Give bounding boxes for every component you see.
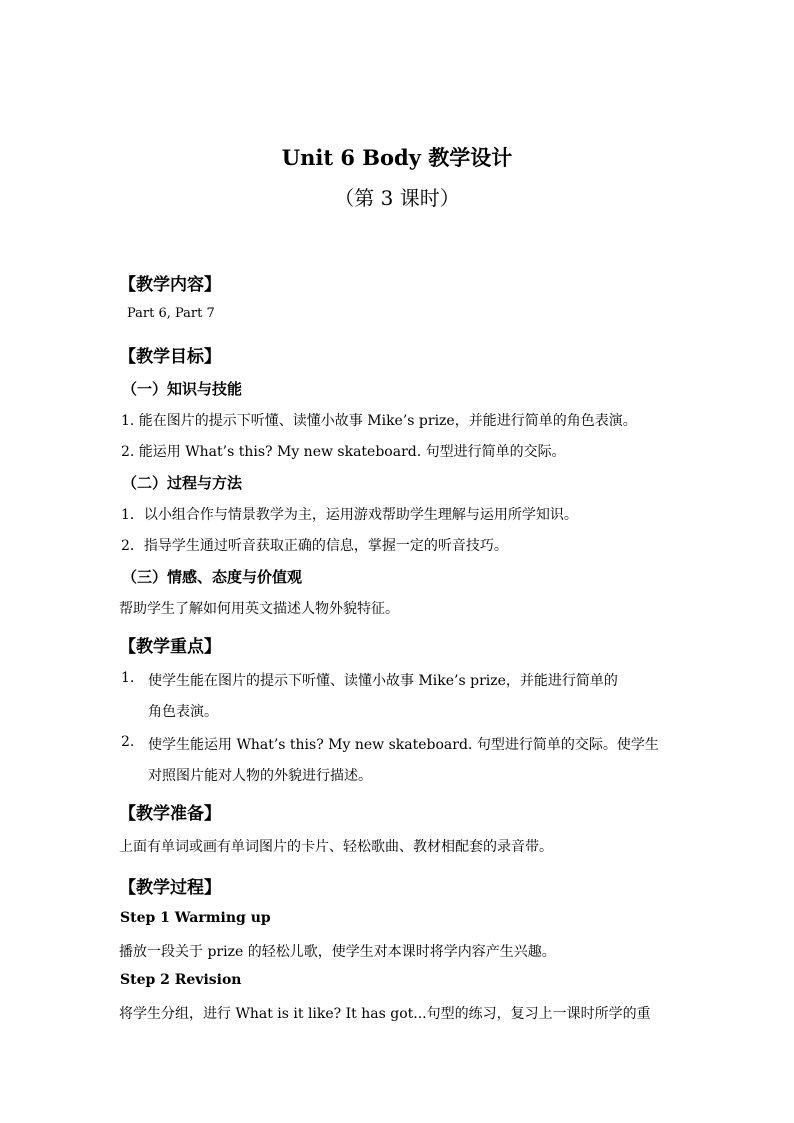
knowledge-item-2: 2. 能运用 What’s this? My new skateboard. 句型进行简单的交际。 [121,444,566,460]
keypoint-1-number: 1. [121,670,135,686]
heading-teaching-content: 【教学内容】 [119,275,221,295]
knowledge-item-1: 1. 能在图片的提示下听懂、读懂小故事 Mike’s prize，并能进行简单的角色表演。 [121,413,637,429]
subheading-process-methods: （二）过程与方法 [122,474,243,492]
keypoint-2-number: 2. [121,734,135,750]
subheading-emotion-values: （三）情感、态度与价值观 [122,568,303,586]
heading-key-points: 【教学重点】 [119,637,221,657]
page-subtitle: （第 3 课时） [334,186,460,210]
step-1-title: Step 1 Warming up [120,910,271,926]
keypoint-1-line-1: 使学生能在图片的提示下听懂、读懂小故事 Mike’s prize，并能进行简单的 [148,673,618,689]
keypoint-2-line-2: 对照图片能对人物的外貌进行描述。 [148,768,372,784]
process-item-1: 1．以小组合作与情景教学为主，运用游戏帮助学生理解与运用所学知识。 [121,507,578,523]
keypoint-2-line-1: 使学生能运用 What’s this? My new skateboard. 句型进行简单的交际。使学生 [148,737,659,753]
heading-preparation: 【教学准备】 [119,804,221,824]
teaching-content-text: Part 6, Part 7 [127,306,215,321]
step-2-title: Step 2 Revision [120,972,242,988]
heading-teaching-objectives: 【教学目标】 [119,347,221,367]
heading-teaching-process: 【教学过程】 [119,878,221,898]
step-2-text: 将学生分组，进行 What is it like? It has got...句型的练习，复习上一课时所学的重 [119,1006,651,1022]
step-1-text: 播放一段关于 prize 的轻松儿歌，使学生对本课时将学内容产生兴趣。 [119,944,556,960]
preparation-text: 上面有单词或画有单词图片的卡片、轻松歌曲、教材相配套的录音带。 [119,839,553,855]
process-item-2: 2．指导学生通过听音获取正确的信息，掌握一定的听音技巧。 [121,538,508,554]
page-title: Unit 6 Body 教学设计 [281,145,513,170]
emotion-text: 帮助学生了解如何用英文描述人物外貌特征。 [119,601,399,617]
keypoint-1-line-2: 角色表演。 [148,704,218,720]
subheading-knowledge-skills: （一）知识与技能 [122,380,243,398]
